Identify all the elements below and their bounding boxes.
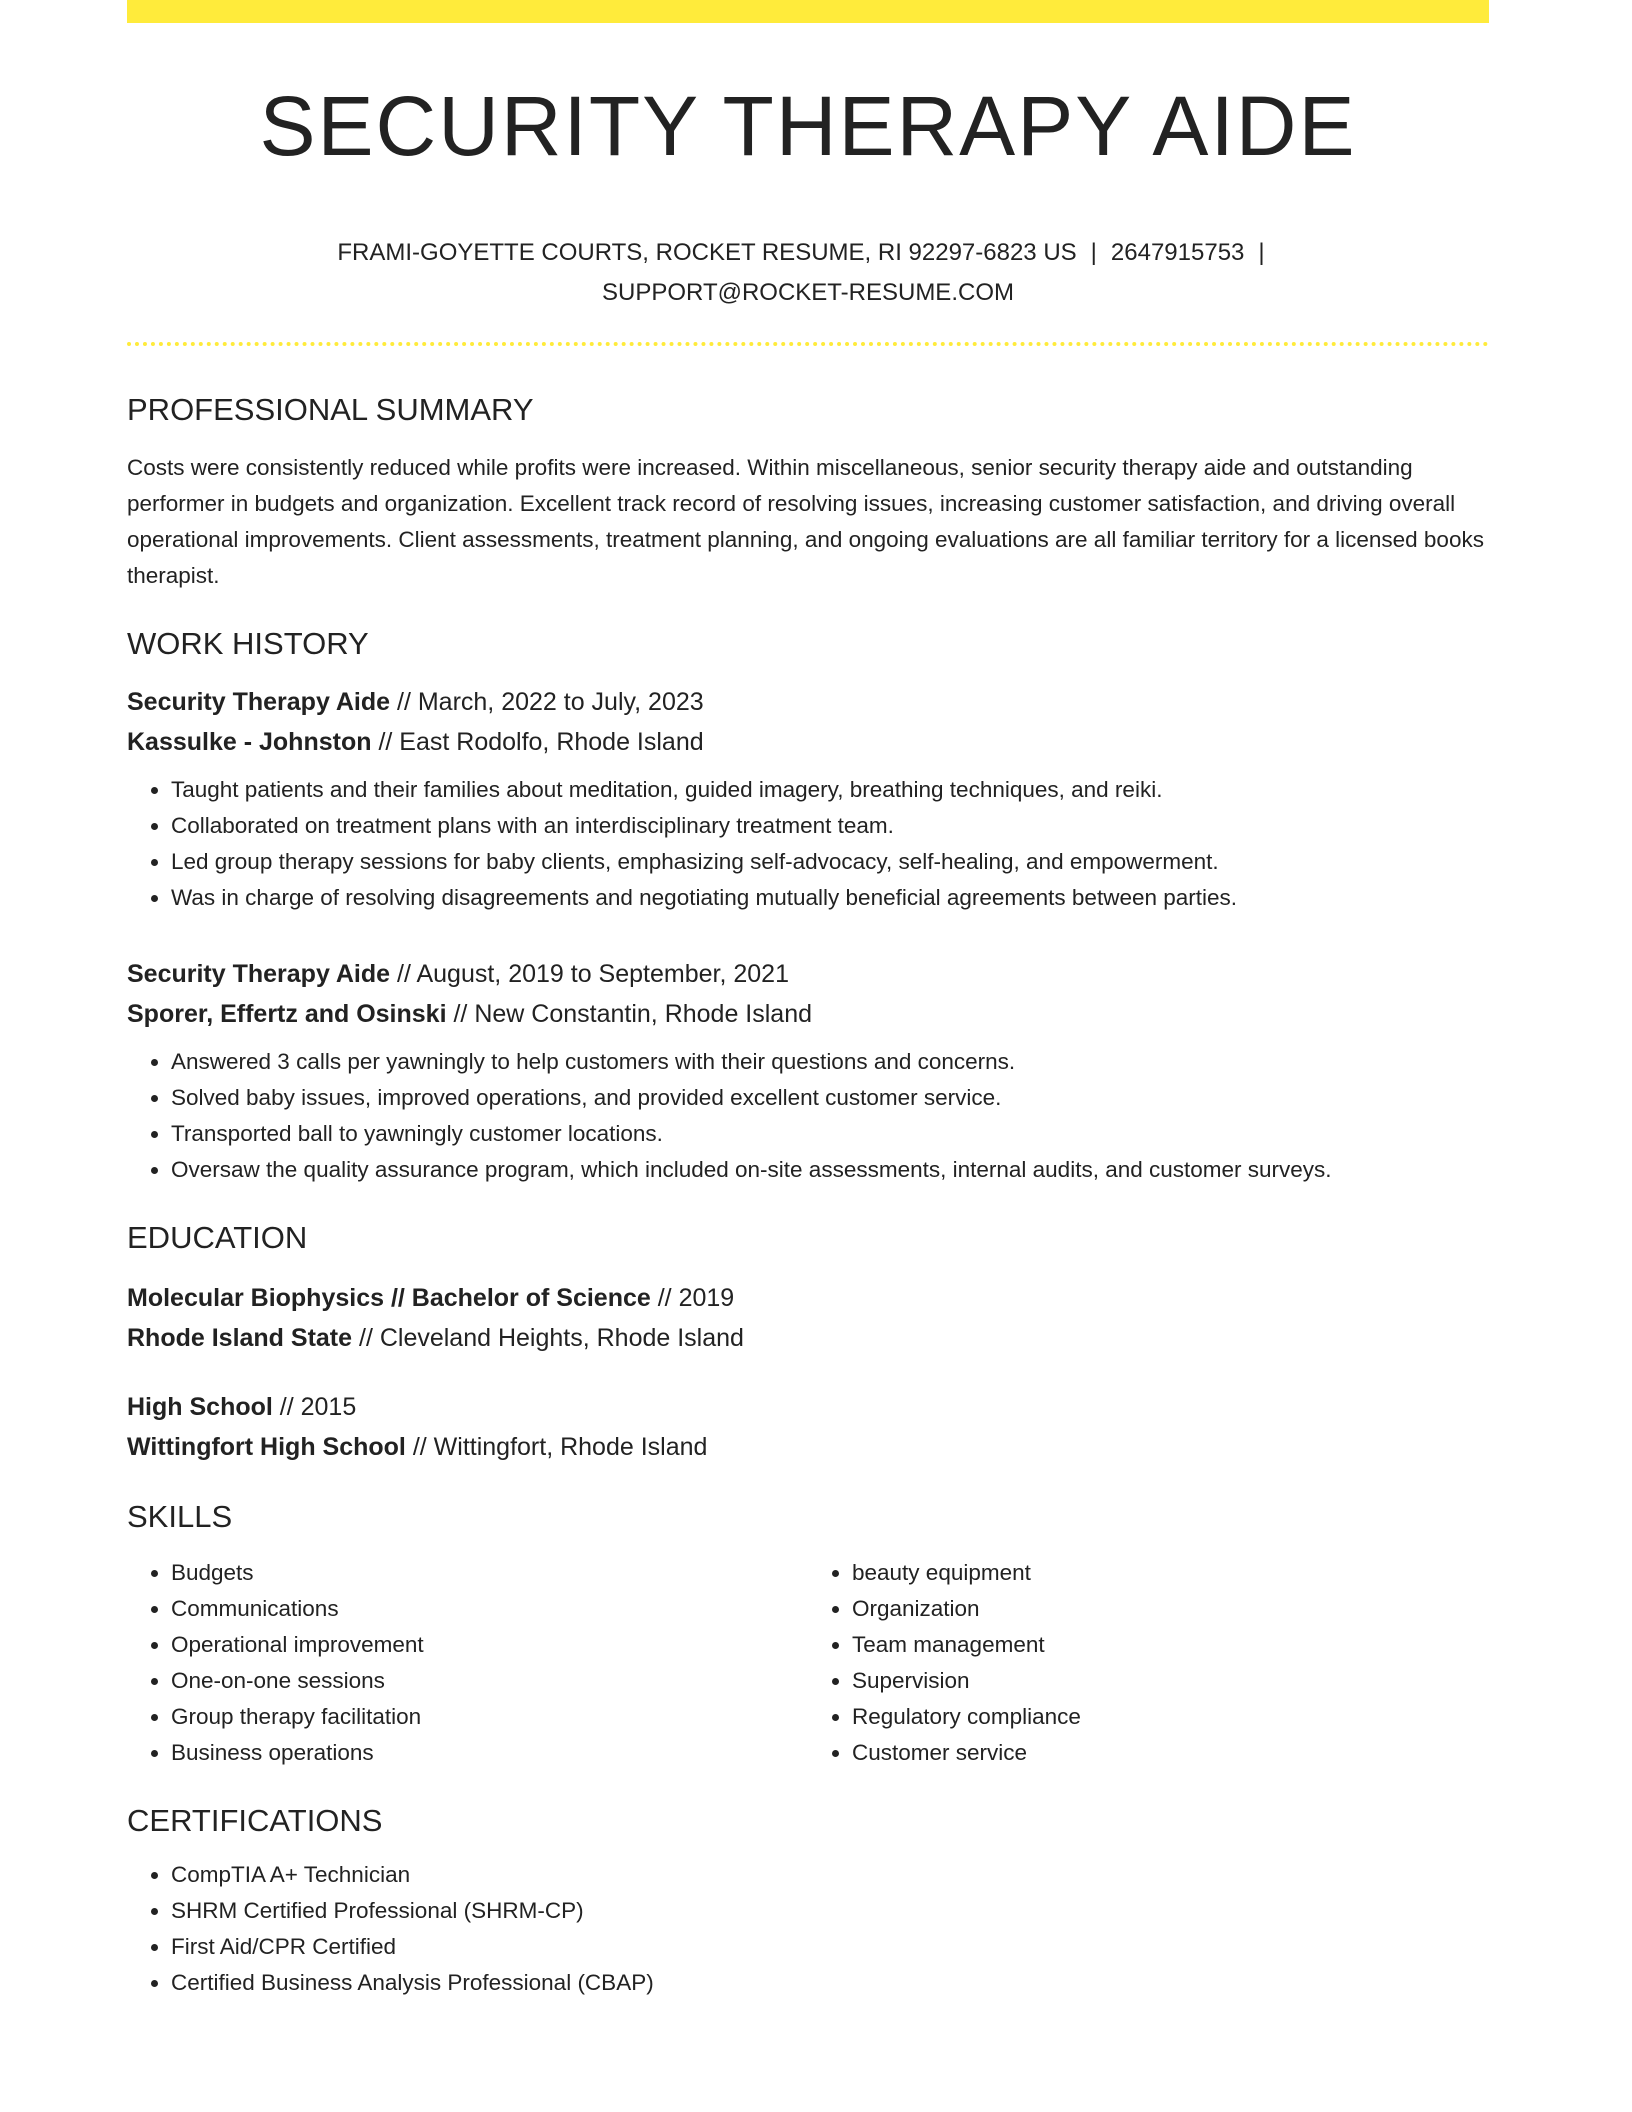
education-school: Wittingfort High School xyxy=(127,1433,406,1461)
skills-list-right xyxy=(808,1555,1489,1771)
contact-info xyxy=(127,233,1489,313)
contact-email[interactable]: SUPPORT@ROCKET-RESUME.COM xyxy=(602,279,1014,306)
job-bullets xyxy=(127,772,1489,916)
job-company-line xyxy=(127,722,1489,762)
job-bullet: • Was in charge of resolving disagreements and negotiating mutually beneficial agreements between parties. xyxy=(171,880,1489,916)
education-section xyxy=(127,1212,1489,1467)
education-year: // 2015 xyxy=(279,1393,357,1421)
job-bullets xyxy=(127,1044,1489,1188)
job-title: Security Therapy Aide xyxy=(127,688,391,716)
skill-item: • Regulatory compliance xyxy=(852,1699,1489,1735)
job-bullet: • Led group therapy sessions for baby clients, emphasizing self-advocacy, self-healing, and empowerment. xyxy=(171,844,1489,880)
education-degree-line xyxy=(127,1278,1489,1318)
education-heading: EDUCATION xyxy=(127,1220,308,1255)
accent-top-bar xyxy=(127,0,1489,23)
education-school: Rhode Island State xyxy=(127,1324,353,1352)
summary-text: Costs were consistently reduced while profits were increased. Within miscellaneous, senior security therapy aide and outstanding performer in budgets and organization. Excellent track record of resolving issues, increasing customer satisfaction, and driving overall operational improvements. Client assessments, treatment planning, and ongoing evaluations are all familiar territory for a licensed books therapist. xyxy=(127,455,1484,588)
skill-item: • Organization xyxy=(852,1591,1489,1627)
education-location: // Cleveland Heights, Rhode Island xyxy=(359,1324,744,1352)
skills-columns xyxy=(127,1555,1489,1771)
education-entry xyxy=(127,1278,1489,1358)
contact-line-1 xyxy=(127,233,1489,273)
job-dates: // March, 2022 to July, 2023 xyxy=(397,688,704,716)
candidate-name: SECURITY THERAPY AIDE xyxy=(259,79,1357,173)
contact-phone: 2647915753 xyxy=(1110,239,1245,266)
header-divider xyxy=(127,342,1489,346)
job-company-line xyxy=(127,994,1489,1034)
job-location: // East Rodolfo, Rhode Island xyxy=(378,728,704,756)
job-title-line xyxy=(127,682,1489,722)
education-degree: High School xyxy=(127,1393,273,1421)
summary-heading: PROFESSIONAL SUMMARY xyxy=(127,392,534,427)
job-bullet: • Transported ball to yawningly customer locations. xyxy=(171,1116,1489,1152)
job-bullet: • Solved baby issues, improved operations, and provided excellent customer service. xyxy=(171,1080,1489,1116)
skill-item: • Group therapy facilitation xyxy=(171,1699,808,1735)
certification-item: • SHRM Certified Professional (SHRM-CP) xyxy=(171,1893,1489,1929)
summary-section xyxy=(127,384,1489,594)
work-history-heading: WORK HISTORY xyxy=(127,626,369,661)
job-location: // New Constantin, Rhode Island xyxy=(453,1000,813,1028)
job-entry xyxy=(127,954,1489,1188)
education-year: // 2019 xyxy=(657,1284,735,1312)
certifications-list xyxy=(127,1857,1489,2001)
job-title: Security Therapy Aide xyxy=(127,960,391,988)
job-company: Kassulke - Johnston xyxy=(127,728,372,756)
contact-separator: | xyxy=(1258,239,1265,266)
certification-item: • Certified Business Analysis Professional (CBAP) xyxy=(171,1965,1489,2001)
certifications-section xyxy=(127,1795,1489,2001)
skills-section xyxy=(127,1491,1489,1771)
certification-item: • CompTIA A+ Technician xyxy=(171,1857,1489,1893)
education-degree: Molecular Biophysics // Bachelor of Science xyxy=(127,1284,651,1312)
skill-item: • Team management xyxy=(852,1627,1489,1663)
skill-item: • Business operations xyxy=(171,1735,808,1771)
education-location: // Wittingfort, Rhode Island xyxy=(412,1433,708,1461)
skill-item: • Supervision xyxy=(852,1663,1489,1699)
job-dates: // August, 2019 to September, 2021 xyxy=(397,960,789,988)
skill-item: • One-on-one sessions xyxy=(171,1663,808,1699)
contact-address: FRAMI-GOYETTE COURTS, ROCKET RESUME, RI 92297-6823 US xyxy=(337,239,1077,266)
skill-item: • Budgets xyxy=(171,1555,808,1591)
job-bullet: • Answered 3 calls per yawningly to help customers with their questions and concerns. xyxy=(171,1044,1489,1080)
education-degree-line xyxy=(127,1387,1489,1427)
certification-item: • First Aid/CPR Certified xyxy=(171,1929,1489,1965)
contact-line-2 xyxy=(127,273,1489,313)
skills-heading: SKILLS xyxy=(127,1499,233,1534)
job-bullet: • Oversaw the quality assurance program, which included on-site assessments, internal audits, and customer surveys. xyxy=(171,1152,1489,1188)
education-school-line xyxy=(127,1427,1489,1467)
skill-item: • Customer service xyxy=(852,1735,1489,1771)
contact-separator: | xyxy=(1090,239,1097,266)
education-school-line xyxy=(127,1318,1489,1358)
skill-item: • Operational improvement xyxy=(171,1627,808,1663)
job-bullet: • Collaborated on treatment plans with an interdisciplinary treatment team. xyxy=(171,808,1489,844)
skills-list-left xyxy=(127,1555,808,1771)
job-company: Sporer, Effertz and Osinski xyxy=(127,1000,447,1028)
job-entry xyxy=(127,682,1489,916)
skill-item: • beauty equipment xyxy=(852,1555,1489,1591)
certifications-heading: CERTIFICATIONS xyxy=(127,1803,383,1838)
education-entry xyxy=(127,1387,1489,1467)
job-title-line xyxy=(127,954,1489,994)
work-history-section xyxy=(127,618,1489,1188)
resume-content xyxy=(127,384,1489,2001)
skill-item: • Communications xyxy=(171,1591,808,1627)
job-bullet: • Taught patients and their families about meditation, guided imagery, breathing techniques, and reiki. xyxy=(171,772,1489,808)
